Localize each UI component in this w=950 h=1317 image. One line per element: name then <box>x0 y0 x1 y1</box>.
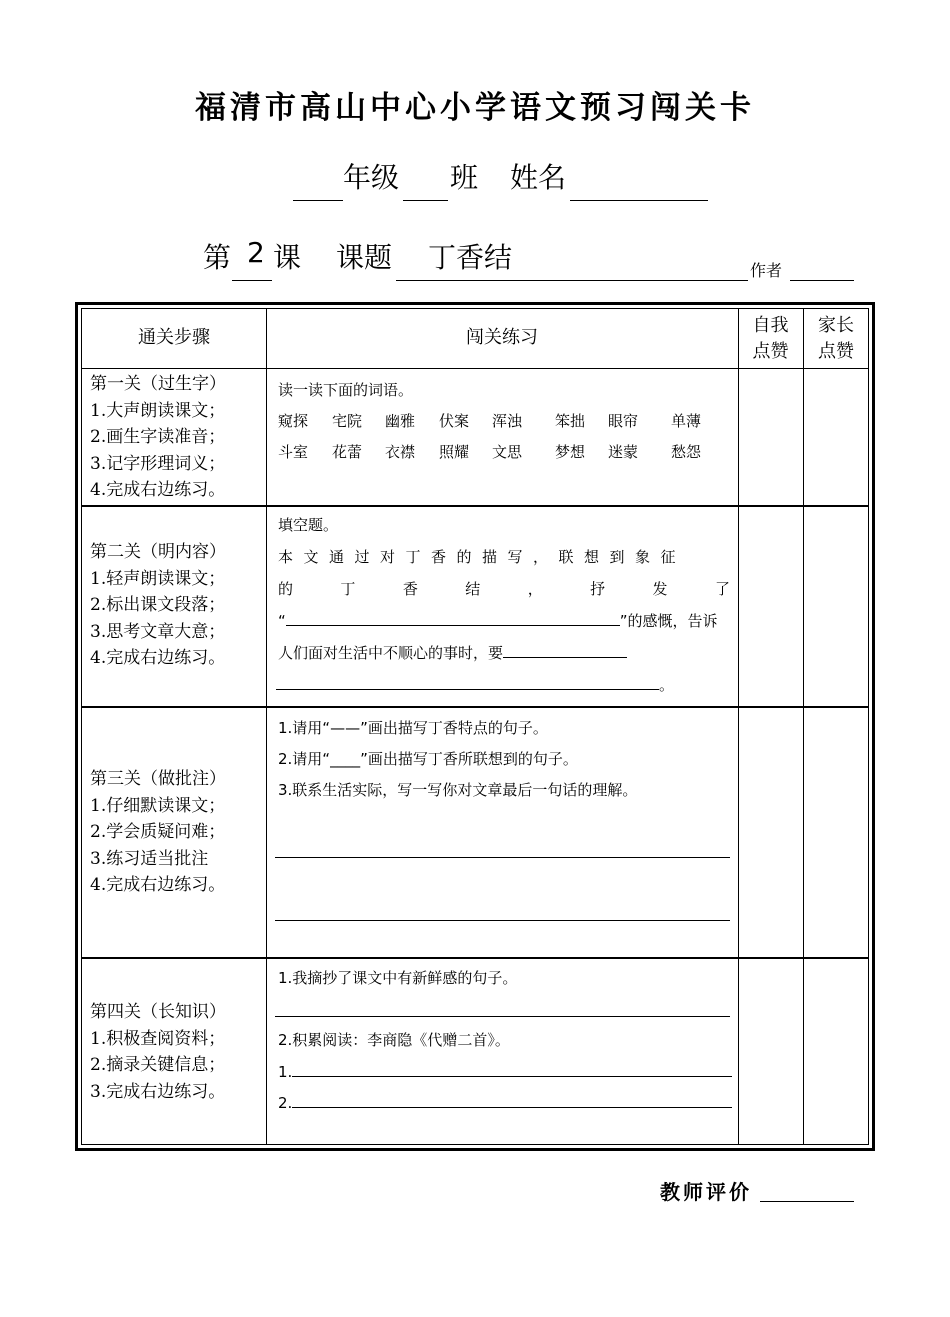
level-2-steps <box>90 539 262 672</box>
teacher-eval-label: 教师评价 <box>660 1180 752 1204</box>
topic-label: 课题 <box>336 241 393 274</box>
attitude-blank[interactable] <box>503 641 627 658</box>
level-4-answer-1 <box>278 1060 738 1081</box>
answer-1-label: 1. <box>278 1063 293 1081</box>
page-title: 福清市高山中心小学语文预习闯关卡 <box>195 90 755 126</box>
word: 迷蒙 <box>608 443 639 461</box>
header-self-line1: 自我 <box>752 315 789 336</box>
level-1-step-3: 3.记字形理词义； <box>90 453 226 474</box>
word: 宅院 <box>332 412 363 430</box>
level-2-line-4 <box>278 641 738 663</box>
level-2-step-4: 4.完成右边练习。 <box>90 648 226 668</box>
level-4-title: 第四关（长知识） <box>90 1002 226 1022</box>
teacher-eval-blank[interactable] <box>760 1201 854 1202</box>
header-parent-line1: 家长 <box>818 315 854 336</box>
header-parent-line2: 点赞 <box>818 341 854 362</box>
name-blank[interactable] <box>570 200 708 201</box>
level-3-steps <box>90 766 262 899</box>
header-steps: 通关步骤 <box>138 327 210 348</box>
level-4-answer-2 <box>278 1091 738 1112</box>
grade-blank[interactable] <box>293 200 343 201</box>
answer-2-blank[interactable] <box>292 1091 732 1108</box>
lesson-prefix: 第 <box>203 241 232 274</box>
level-2-line-5 <box>278 673 738 695</box>
word: 花蕾 <box>332 443 363 461</box>
word: 照耀 <box>439 443 470 461</box>
name-label: 姓名 <box>510 161 567 194</box>
word: 愁怨 <box>671 443 702 461</box>
class-label: 班 <box>450 161 479 194</box>
header-self-line2: 点赞 <box>752 341 789 362</box>
checkpoint-table <box>75 302 875 1151</box>
line2-char: 了 <box>714 580 730 598</box>
level-3-answer-line-2[interactable] <box>275 920 730 921</box>
level-4-step-2: 2.摘录关键信息； <box>90 1055 226 1075</box>
topic-value: 丁香结 <box>428 241 513 274</box>
feeling-blank[interactable] <box>286 609 620 626</box>
level-3-answer-line-1[interactable] <box>275 857 730 858</box>
word: 笨拙 <box>555 412 586 430</box>
line2-char: 抒 <box>590 580 606 598</box>
word: 眼帘 <box>608 412 639 430</box>
author-label: 作者 <box>750 261 783 280</box>
word: 衣襟 <box>385 443 416 461</box>
word: 浑浊 <box>492 412 523 430</box>
class-blank[interactable] <box>403 200 448 201</box>
answer-1-blank[interactable] <box>292 1060 732 1077</box>
level-2-title: 第二关（明内容） <box>90 542 226 562</box>
word: 梦想 <box>555 443 586 461</box>
level-3-question-1: 1.请用“——”画出描写丁香特点的句子。 <box>278 719 548 737</box>
level-3-title: 第三关（做批注） <box>90 769 226 789</box>
level-1-title: 第一关（过生字） <box>90 374 226 394</box>
lesson-number: 2 <box>247 236 265 269</box>
level-1-steps <box>90 371 262 504</box>
level-1-prompt: 读一读下面的词语。 <box>278 381 414 399</box>
level-2-step-1: 1.轻声朗读课文； <box>90 568 226 589</box>
open-quote: “ <box>278 612 286 630</box>
level-4-question-2: 2.积累阅读：李商隐《代赠二首》。 <box>278 1031 510 1049</box>
word: 窥探 <box>278 412 309 430</box>
lesson-number-blank[interactable] <box>232 280 272 281</box>
level-4-question-1: 1.我摘抄了课文中有新鲜感的句子。 <box>278 969 518 987</box>
word: 伏案 <box>439 412 470 430</box>
line2-char: ， <box>527 580 543 598</box>
line4-text: 人们面对生活中不顺心的事时，要 <box>278 644 504 662</box>
header-practice: 闯关练习 <box>466 327 538 348</box>
level-4-answer-line[interactable] <box>275 1016 730 1017</box>
word: 斗室 <box>278 443 309 461</box>
lesson-suffix: 课 <box>273 241 302 274</box>
line2-char: 香 <box>402 580 418 598</box>
header-self-praise <box>738 313 803 365</box>
level-1-step-2: 2.画生字读准音； <box>90 427 226 447</box>
level-3-question-3: 3.联系生活实际，写一写你对文章最后一句话的理解。 <box>278 781 638 799</box>
word: 幽雅 <box>385 412 416 430</box>
author-blank[interactable] <box>790 280 854 281</box>
level-2-step-3: 3.思考文章大意； <box>90 621 226 642</box>
grade-label: 年级 <box>343 161 400 194</box>
line2-char: 的 <box>278 580 294 598</box>
line2-char: 丁 <box>340 580 356 598</box>
line2-char: 发 <box>652 580 668 598</box>
level-4-step-3: 3.完成右边练习。 <box>90 1081 226 1102</box>
level-4-steps <box>90 999 262 1105</box>
level-1-step-4: 4.完成右边练习。 <box>90 480 226 500</box>
word: 单薄 <box>671 412 702 430</box>
topic-blank[interactable] <box>396 280 748 281</box>
word: 文思 <box>492 443 523 461</box>
level-2-prompt: 填空题。 <box>278 516 339 534</box>
level-3-step-3: 3.练习适当批注 <box>90 848 209 869</box>
level-3-step-2: 2.学会质疑问难； <box>90 822 226 842</box>
level-3-step-1: 1.仔细默读课文； <box>90 795 226 816</box>
level-1-step-1: 1.大声朗读课文； <box>90 400 226 421</box>
level-2-line-1: 本文通过对丁香的描写，联想到象征 <box>278 548 687 566</box>
answer-2-label: 2. <box>278 1094 293 1112</box>
line2-char: 结 <box>465 580 481 598</box>
header-parent-praise <box>803 313 869 365</box>
level-3-question-2: 2.请用“____”画出描写丁香所联想到的句子。 <box>278 750 578 768</box>
level-2-step-2: 2.标出课文段落； <box>90 595 226 615</box>
level-2-line-3 <box>278 609 738 631</box>
close-quote-text: ”的感慨，告诉 <box>619 612 718 630</box>
level-4-step-1: 1.积极查阅资料； <box>90 1028 226 1049</box>
period: 。 <box>659 676 675 694</box>
attitude-blank-continued[interactable] <box>276 673 659 690</box>
level-3-step-4: 4.完成右边练习。 <box>90 875 226 895</box>
level-2-line-2 <box>278 578 730 599</box>
